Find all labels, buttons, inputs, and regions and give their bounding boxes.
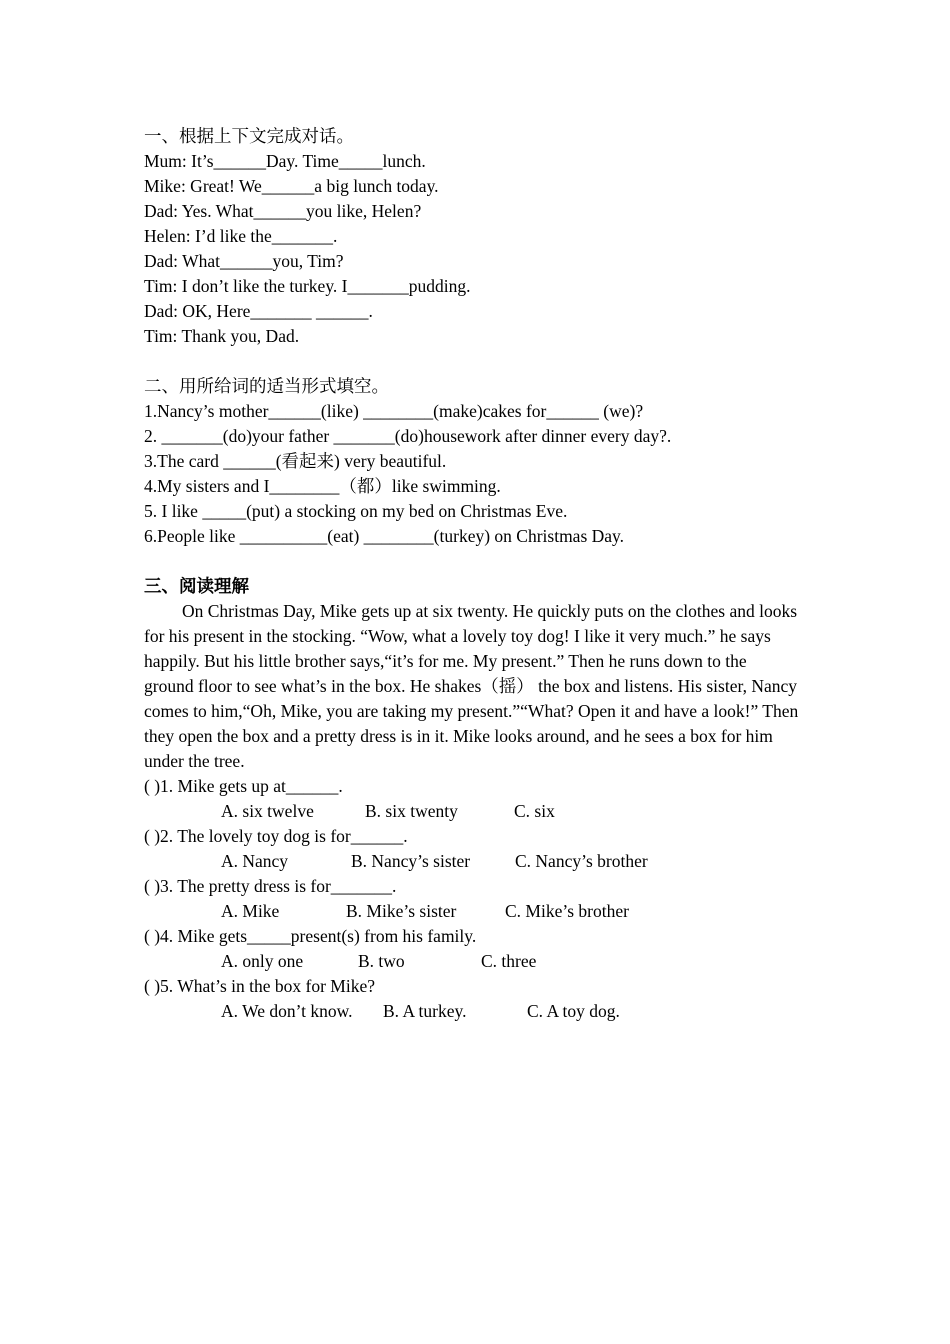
question-stem: ( )3. The pretty dress is for_______.	[144, 876, 397, 896]
option-b: B. two	[358, 951, 405, 971]
section2-heading: 二、用所给词的适当形式填空。	[144, 376, 389, 396]
fill-blank-item: 5. I like _____(put) a stocking on my bed on Christmas Eve.	[144, 501, 568, 521]
dialogue-line: Dad: OK, Here_______ ______.	[144, 301, 373, 321]
option-a: A. six twelve	[221, 801, 314, 821]
dialogue-line: Tim: I don’t like the turkey. I_______pudding.	[144, 276, 471, 296]
question-stem: ( )1. Mike gets up at______.	[144, 776, 343, 796]
fill-blank-item: 3.The card ______(看起来) very beautiful.	[144, 451, 447, 471]
fill-blank-item: 2. _______(do)your father _______(do)housework after dinner every day?.	[144, 426, 672, 446]
option-a: A. Mike	[221, 901, 280, 921]
reading-passage: On Christmas Day, Mike gets up at six twenty. He quickly puts on the clothes and looks for his present in the stocking. “Wow, what a lovely toy dog! I like it very much.” he says happily. But his little brother says,“it’s for me. My present.” Then he runs down to the ground floor to see what’s in the box. He shakes（摇） the box and listens. His sister, Nancy comes to him,“Oh, Mike, you are taking my present.”“What? Open it and have a look!” Then they open the box and a pretty dress is in it. Mike looks around, and he sees a box for him under the tree.	[144, 601, 799, 771]
spacer	[144, 549, 804, 574]
dialogue-line: Mike: Great! We______a big lunch today.	[144, 176, 439, 196]
option-a: A. only one	[221, 951, 304, 971]
dialogue-line: Mum: It’s______Day. Time_____lunch.	[144, 151, 426, 171]
question-options	[144, 949, 804, 974]
question-options	[144, 849, 804, 874]
option-b: B. six twenty	[365, 801, 458, 821]
option-c: C. six	[514, 801, 555, 821]
question-options	[144, 799, 804, 824]
option-c: C. three	[481, 951, 537, 971]
dialogue-line: Dad: Yes. What______you like, Helen?	[144, 201, 422, 221]
option-b: B. A turkey.	[383, 1001, 467, 1021]
document-page	[144, 124, 804, 1024]
fill-blank-item: 4.My sisters and I________（都）like swimming.	[144, 476, 501, 496]
dialogue-line: Helen: I’d like the_______.	[144, 226, 338, 246]
option-c: C. Mike’s brother	[505, 901, 629, 921]
question-stem: ( )4. Mike gets_____present(s) from his family.	[144, 926, 477, 946]
spacer	[144, 349, 804, 374]
dialogue-line: Dad: What______you, Tim?	[144, 251, 344, 271]
option-a: A. Nancy	[221, 851, 289, 871]
question-stem: ( )2. The lovely toy dog is for______.	[144, 826, 408, 846]
question-stem: ( )5. What’s in the box for Mike?	[144, 976, 376, 996]
question-options	[144, 899, 804, 924]
option-b: B. Nancy’s sister	[351, 851, 471, 871]
fill-blank-item: 6.People like __________(eat) ________(turkey) on Christmas Day.	[144, 526, 625, 546]
section3-heading: 三、阅读理解	[144, 576, 249, 596]
option-c: C. A toy dog.	[527, 1001, 620, 1021]
dialogue-line: Tim: Thank you, Dad.	[144, 326, 300, 346]
question-options	[144, 999, 804, 1024]
option-c: C. Nancy’s brother	[515, 851, 648, 871]
section1-heading: 一、根据上下文完成对话。	[144, 126, 354, 146]
fill-blank-item: 1.Nancy’s mother______(like) ________(make)cakes for______ (we)?	[144, 401, 644, 421]
option-a: A. We don’t know.	[221, 1001, 353, 1021]
option-b: B. Mike’s sister	[346, 901, 457, 921]
